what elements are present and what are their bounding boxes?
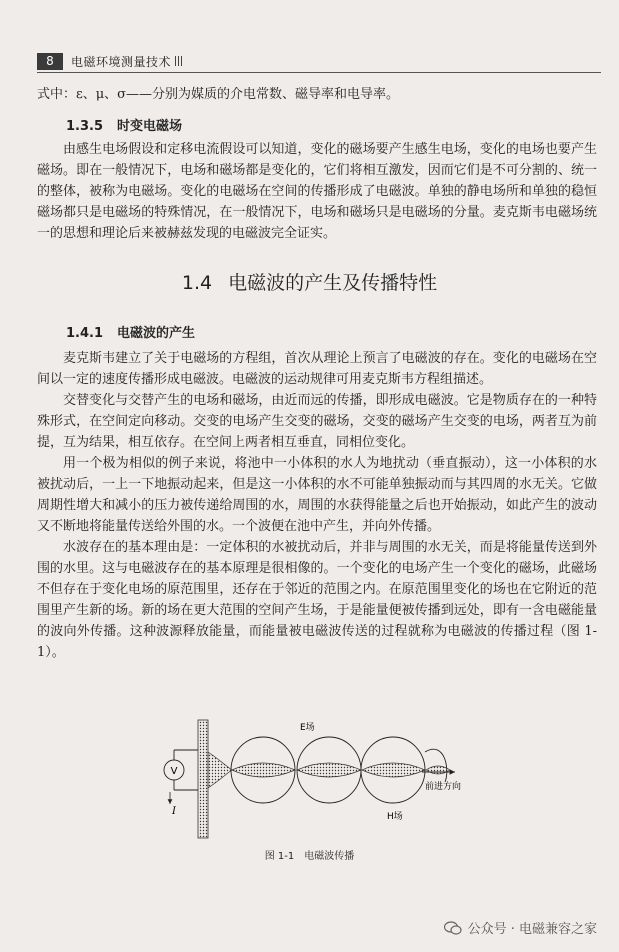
label-h-field: H场 [387,812,403,822]
paragraph: 麦克斯韦建立了关于电磁场的方程组，首次从理论上预言了电磁波的存在。变化的电磁场在空间以一定的速度传播形成电磁波。电磁波的运动规律可用麦克斯韦方程组描述。 [37,351,597,387]
label-v: V [170,766,178,777]
emission-cone [208,752,232,788]
antenna-bar [198,720,208,838]
paragraph: 交替变化与交替产生的电场和磁场，由近而远的传播，即形成电磁波。它是物质存在的一种特殊形式，在空间定向移动。交变的电场产生交变的磁场，交变的磁场产生交变的电场，两者互为前提，互为结果，相互依存。在空间上两者相互垂直，同相位变化。 [37,393,597,450]
label-e-field: E场 [300,723,315,733]
section-title: 时变电磁场 [117,119,183,134]
header-rule [37,72,601,73]
watermark-text: 公众号 · 电磁兼容之家 [467,922,597,937]
chapter-heading-1-4 [0,268,619,295]
intro-line: 式中：ε、μ、σ——分别为媒质的介电常数、磁导率和电导率。 [37,87,400,102]
paragraph: 用一个极为相似的例子来说，将池中一小体积的水人为地扰动（垂直振动），这一小体积的水被扰动后，一上一下地振动起来，但是这一小体积的水不可能单独振动而与其四周的水无关。它做周期性增大和减小的压力被传递给周围的水，周围的水获得能量之后也开始振动，如此产生的波动又不断地将能量传送给外围的水。一个波便在池中产生，并向外传播。 [37,456,597,534]
section-title: 电磁波的产生 [117,326,196,341]
figure-title: 电磁波传播 [304,851,355,862]
label-direction: 前进方向 [425,782,462,792]
page-number: 8 [37,53,63,70]
section-heading-1-3-5 [66,115,182,134]
label-i: I [172,806,176,817]
section-number: 1.4.1 [66,326,104,341]
paragraph: 由感生电场假设和定移电流假设可以知道，变化的磁场要产生感生电场，变化的电场也要产生磁场。即在一般情况下，电场和磁场都是变化的，它们将相互激发，因而它们是不可分割的、统一的整体，被称为电磁场。变化的电磁场在空间的传播形成了电磁波。单独的静电场所和单独的稳恒磁场都只是电磁场的特殊情况，在一般情况下，电场和磁场只是电磁场的分量。麦克斯韦电磁场统一的思想和理论后来被赫兹发现的电磁波完全证实。 [37,142,597,241]
section-heading-1-4-1 [66,322,195,341]
paragraph: 水波存在的基本理由是：一定体积的水被扰动后，并非与周围的水无关，而是将能量传送到外围的水里。这与电磁波存在的基本原理是很相像的。一个变化的电场产生一个变化的磁场，此磁场不但存在于变化电场的原范围里，还存在于邻近的范围之内。在原范围里变化的场也在它附近的范围里产生新的场。新的场在更大范围的空间产生场，于是能量便被传播到远处，即有一含电磁能量的波向外传播。这种波源释放能量，而能量被电磁波传送的过程就称为电磁波的传播过程（图 1-1）。 [37,540,597,660]
em-wave-figure [160,712,490,842]
chapter-title: 电磁波的产生及传播特性 [228,272,438,294]
figure-number: 图 1-1 [264,851,295,862]
running-header [37,52,184,70]
book-title: 电磁环境测量技术 [71,54,172,69]
section-body-1-4-1 [37,348,597,663]
section-number: 1.3.5 [66,119,104,134]
figure-caption [0,847,619,862]
section-body-1-3-5 [37,139,597,244]
wechat-icon [444,921,462,935]
chapter-number: 1.4 [181,272,213,294]
h-field-lenses [232,763,450,777]
watermark [444,918,597,937]
header-ornament-icon [175,56,184,66]
